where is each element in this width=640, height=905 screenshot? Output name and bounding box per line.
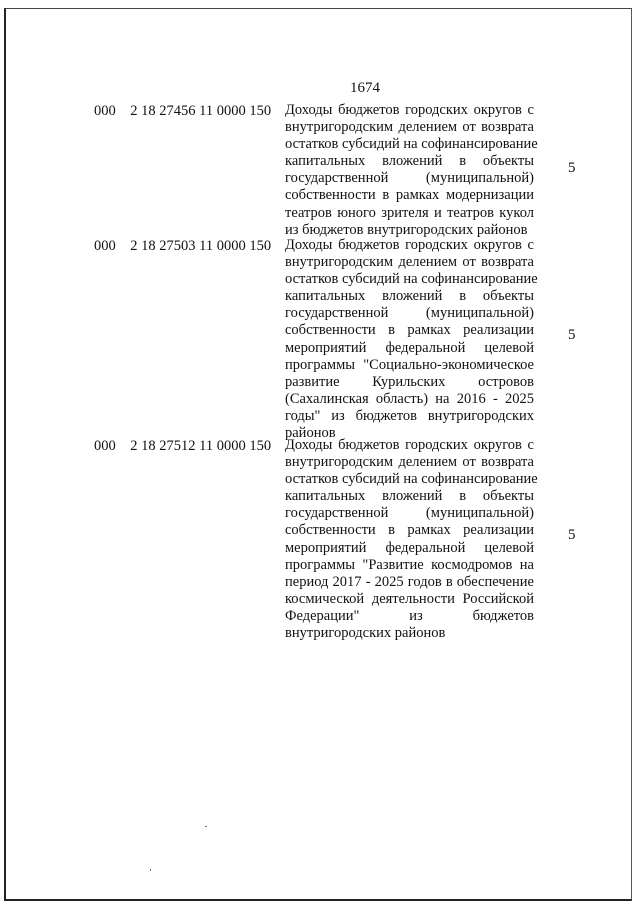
description-line: государственной (муниципальной) — [285, 170, 534, 187]
description-line: (Сахалинская область) на 2016 - 2025 — [285, 390, 534, 407]
description-line: период 2017 - 2025 годов в обеспечение — [285, 573, 534, 590]
description-line: государственной (муниципальной) — [285, 505, 534, 522]
amount-value: 5 — [568, 327, 576, 343]
scan-speck — [150, 869, 151, 871]
description-line: капитальных вложений в объекты — [285, 488, 534, 505]
description-line: космической деятельности Российской — [285, 590, 534, 607]
page-number: 1674 — [350, 80, 380, 96]
description-line: театров юного зрителя и театров кукол — [285, 204, 534, 221]
description-line: мероприятий федеральной целевой — [285, 339, 534, 356]
description-line: Доходы бюджетов городских округов с — [285, 437, 534, 453]
description-line: Доходы бюджетов городских округов с — [285, 237, 534, 253]
kbk-code: 2 18 27456 11 0000 150 — [130, 103, 272, 119]
description-line: районов — [285, 425, 336, 442]
description-line: Федерации" из бюджетов — [285, 607, 534, 624]
description-line: Доходы бюджетов городских округов с — [285, 102, 534, 118]
description-line: из бюджетов внутригородских районов — [285, 221, 528, 238]
description-line: капитальных вложений в объекты — [285, 288, 534, 305]
budget-code — [94, 437, 271, 455]
description-line: внутригородским делением от возврата — [285, 454, 534, 471]
scan-speck — [205, 826, 207, 827]
description-line: остатков субсидий на софинансирование — [285, 271, 538, 288]
budget-code — [94, 237, 271, 255]
description-line: капитальных вложений в объекты — [285, 153, 534, 170]
income-description — [285, 102, 538, 239]
budget-code — [94, 102, 271, 120]
description-line: собственности в рамках реализации — [285, 522, 534, 539]
description-line: внутригородских районов — [285, 625, 446, 642]
description-line: собственности в рамках модернизации — [285, 187, 534, 204]
description-line: остатков субсидий на софинансирование — [285, 136, 538, 153]
amount-value: 5 — [568, 527, 576, 543]
description-line: государственной (муниципальной) — [285, 305, 534, 322]
description-line: развитие Курильских островов — [285, 373, 534, 390]
income-description — [285, 237, 538, 442]
admin-code: 000 — [94, 238, 116, 254]
description-line: программы "Развитие космодромов на — [285, 556, 534, 573]
amount-value: 5 — [568, 160, 576, 176]
kbk-code: 2 18 27512 11 0000 150 — [130, 438, 272, 454]
income-description — [285, 437, 538, 642]
description-line: программы "Социально-экономическое — [285, 356, 534, 373]
description-line: внутригородским делением от возврата — [285, 119, 534, 136]
description-line: мероприятий федеральной целевой — [285, 539, 534, 556]
description-line: собственности в рамках реализации — [285, 322, 534, 339]
admin-code: 000 — [94, 438, 116, 454]
description-line: остатков субсидий на софинансирование — [285, 471, 538, 488]
admin-code: 000 — [94, 103, 116, 119]
description-line: внутригородским делением от возврата — [285, 254, 534, 271]
description-line: годы" из бюджетов внутригородских — [285, 407, 534, 424]
kbk-code: 2 18 27503 11 0000 150 — [130, 238, 272, 254]
